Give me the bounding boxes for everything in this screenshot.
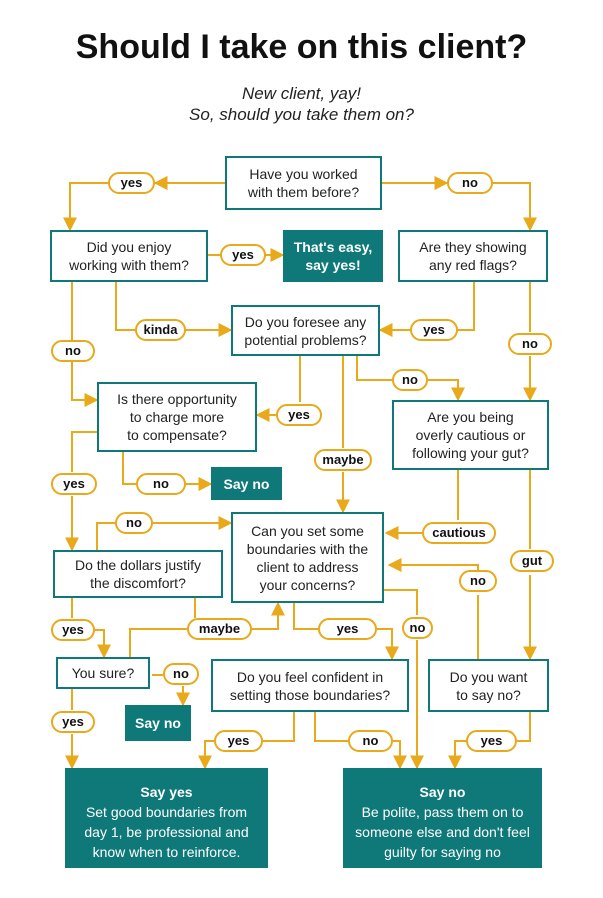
final-say-yes <box>65 768 268 868</box>
final-say-yes-body: Set good boundaries from day 1, be professional and know when to reinforce. <box>84 804 249 860</box>
edge-label-yes: yes <box>410 319 458 341</box>
node-say-no-2: Say no <box>125 705 191 741</box>
edge-label-no: no <box>508 333 552 355</box>
node-confident-boundaries: Do you feel confident in setting those boundaries? <box>211 659 409 712</box>
final-say-yes-title: Say yes <box>140 784 193 800</box>
final-say-no <box>343 768 542 868</box>
edge-label-yes: yes <box>214 730 263 752</box>
edge-label-cautious: cautious <box>422 522 496 544</box>
edge-label-no: no <box>459 570 497 592</box>
edge-label-yes: yes <box>220 244 266 266</box>
node-you-sure: You sure? <box>56 657 150 689</box>
edge-label-yes: yes <box>51 619 95 641</box>
edge-label-maybe: maybe <box>187 618 252 640</box>
edge-label-no: no <box>402 617 433 639</box>
edge-label-yes: yes <box>466 730 517 752</box>
node-dollars-justify: Do the dollars justify the discomfort? <box>53 550 223 598</box>
final-say-no-body: Be polite, pass them on to someone else and don't feel guilty for saying no <box>355 804 530 860</box>
edge-label-no: no <box>115 512 153 534</box>
node-overly-cautious: Are you being overly cautious or following your gut? <box>392 400 549 470</box>
edge-label-maybe: maybe <box>314 449 372 471</box>
subtitle-line-1: New client, yay! <box>241 84 362 103</box>
edge-label-no: no <box>136 473 186 495</box>
node-worked-before: Have you worked with them before? <box>225 156 382 210</box>
edge-label-no: no <box>447 172 493 194</box>
edge-label-no: no <box>51 340 95 362</box>
edge-label-yes: yes <box>51 711 95 733</box>
page-title: Should I take on this client? <box>75 28 528 66</box>
edge-label-yes: yes <box>51 473 97 495</box>
node-say-no-1: Say no <box>211 467 282 500</box>
edge-label-no: no <box>163 663 199 685</box>
edge-label-kinda: kinda <box>135 319 186 341</box>
edge-label-yes: yes <box>318 618 377 640</box>
node-red-flags: Are they showing any red flags? <box>398 230 548 282</box>
subtitle-line-2: So, should you take them on? <box>189 105 414 124</box>
node-easy-yes: That's easy, say yes! <box>283 230 383 282</box>
final-say-no-title: Say no <box>419 784 466 800</box>
edge-label-no: no <box>392 369 428 391</box>
node-enjoy-working: Did you enjoy working with them? <box>50 230 208 282</box>
node-want-to-say-no: Do you want to say no? <box>428 659 549 712</box>
edge-label-yes: yes <box>276 404 322 426</box>
edge-label-no: no <box>348 730 393 752</box>
edge-label-yes: yes <box>108 172 155 194</box>
node-set-boundaries: Can you set some boundaries with the client to address your concerns? <box>231 512 384 603</box>
edge-label-gut: gut <box>510 550 554 572</box>
node-charge-more: Is there opportunity to charge more to compensate? <box>97 382 257 452</box>
node-foresee-problems: Do you foresee any potential problems? <box>231 305 380 356</box>
